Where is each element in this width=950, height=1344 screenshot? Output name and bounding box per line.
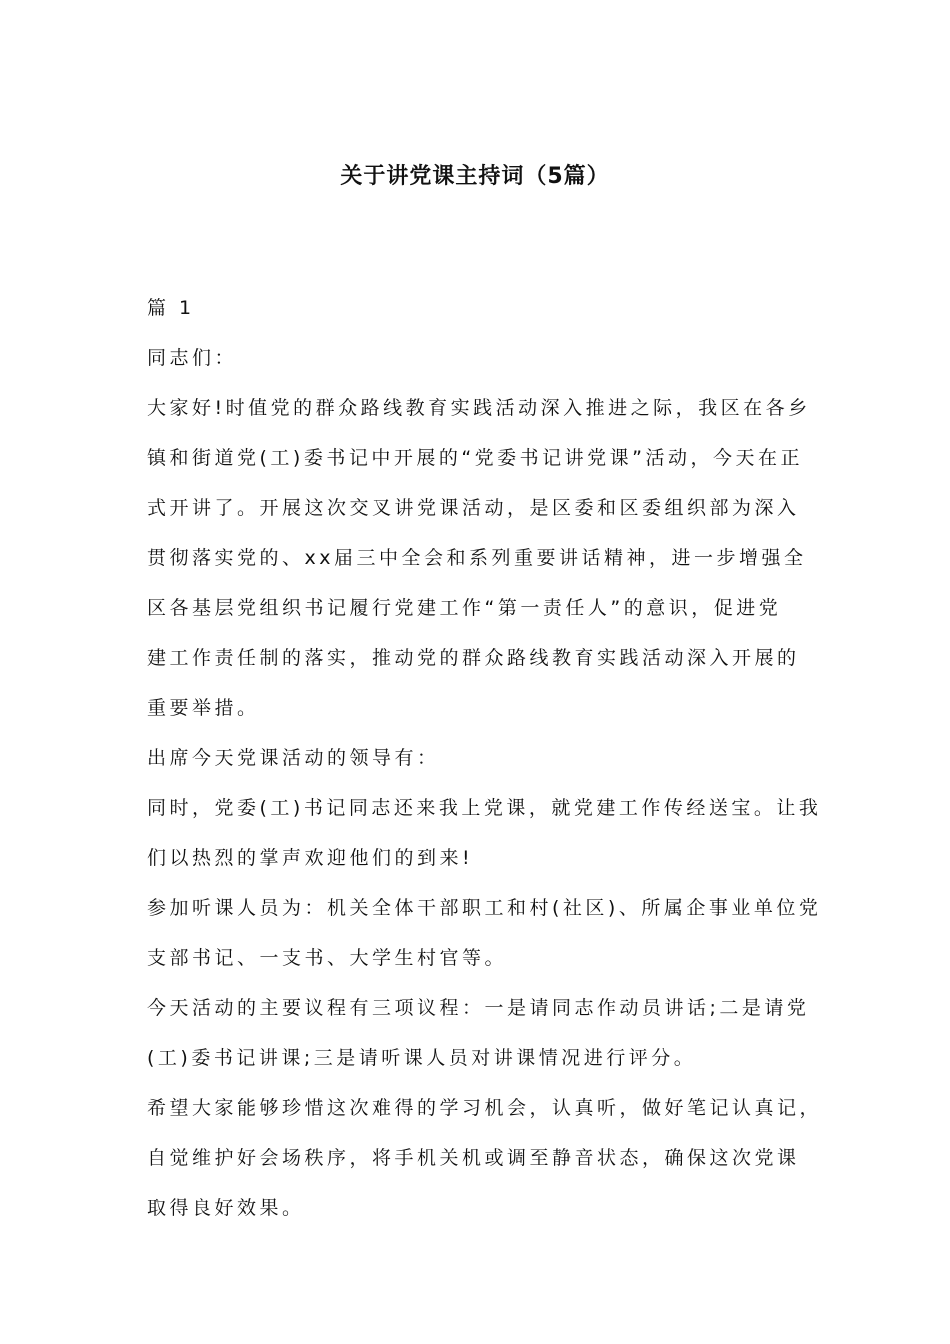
text-line: 式开讲了。开展这次交叉讲党课活动，是区委和区委组织部为深入: [147, 497, 800, 519]
paragraph-attendees: [147, 883, 837, 983]
text-line: 们以热烈的掌声欢迎他们的到来!: [147, 847, 474, 869]
text-line: 同志们：: [147, 347, 238, 369]
document-title: 关于讲党课主持词（5篇）: [340, 164, 610, 189]
text-line: 建工作责任制的落实，推动党的群众路线教育实践活动深入开展的: [147, 647, 800, 669]
text-line: 自觉维护好会场秩序，将手机关机或调至静音状态，确保这次党课: [147, 1147, 800, 1169]
paragraph-welcome: [147, 783, 837, 883]
text-line: 贯彻落实党的、xx届三中全会和系列重要讲话精神，进一步增强全: [147, 547, 807, 569]
text-line: 重要举措。: [147, 697, 260, 719]
text-line: 篇 1: [147, 297, 195, 319]
text-line: 今天活动的主要议程有三项议程：一是请同志作动员讲话;二是请党: [147, 997, 810, 1019]
text-line: 镇和街道党(工)委书记中开展的“党委书记讲党课”活动，今天在正: [147, 447, 804, 469]
text-line: (工)委书记讲课;三是请听课人员对讲课情况进行评分。: [147, 1047, 697, 1069]
paragraph-agenda: [147, 983, 837, 1083]
paragraph-leaders: [147, 733, 837, 783]
text-line: 参加听课人员为：机关全体干部职工和村(社区)、所属企事业单位党: [147, 897, 822, 919]
text-line: 大家好!时值党的群众路线教育实践活动深入推进之际，我区在各乡: [147, 397, 811, 419]
text-line: 同时，党委(工)书记同志还来我上党课，就党建工作传经送宝。让我: [147, 797, 822, 819]
text-line: 取得良好效果。: [147, 1197, 305, 1219]
text-line: 支部书记、一支书、大学生村官等。: [147, 947, 508, 969]
document-body: [147, 283, 837, 1233]
paragraph-opening: [147, 383, 837, 733]
text-line: 区各基层党组织书记履行党建工作“第一责任人”的意识，促进党: [147, 597, 782, 619]
salutation: [147, 333, 837, 383]
section-heading: [147, 283, 837, 333]
paragraph-closing: [147, 1083, 837, 1233]
text-line: 希望大家能够珍惜这次难得的学习机会，认真听，做好笔记认真记，: [147, 1097, 823, 1119]
text-line: 出席今天党课活动的领导有：: [147, 747, 440, 769]
